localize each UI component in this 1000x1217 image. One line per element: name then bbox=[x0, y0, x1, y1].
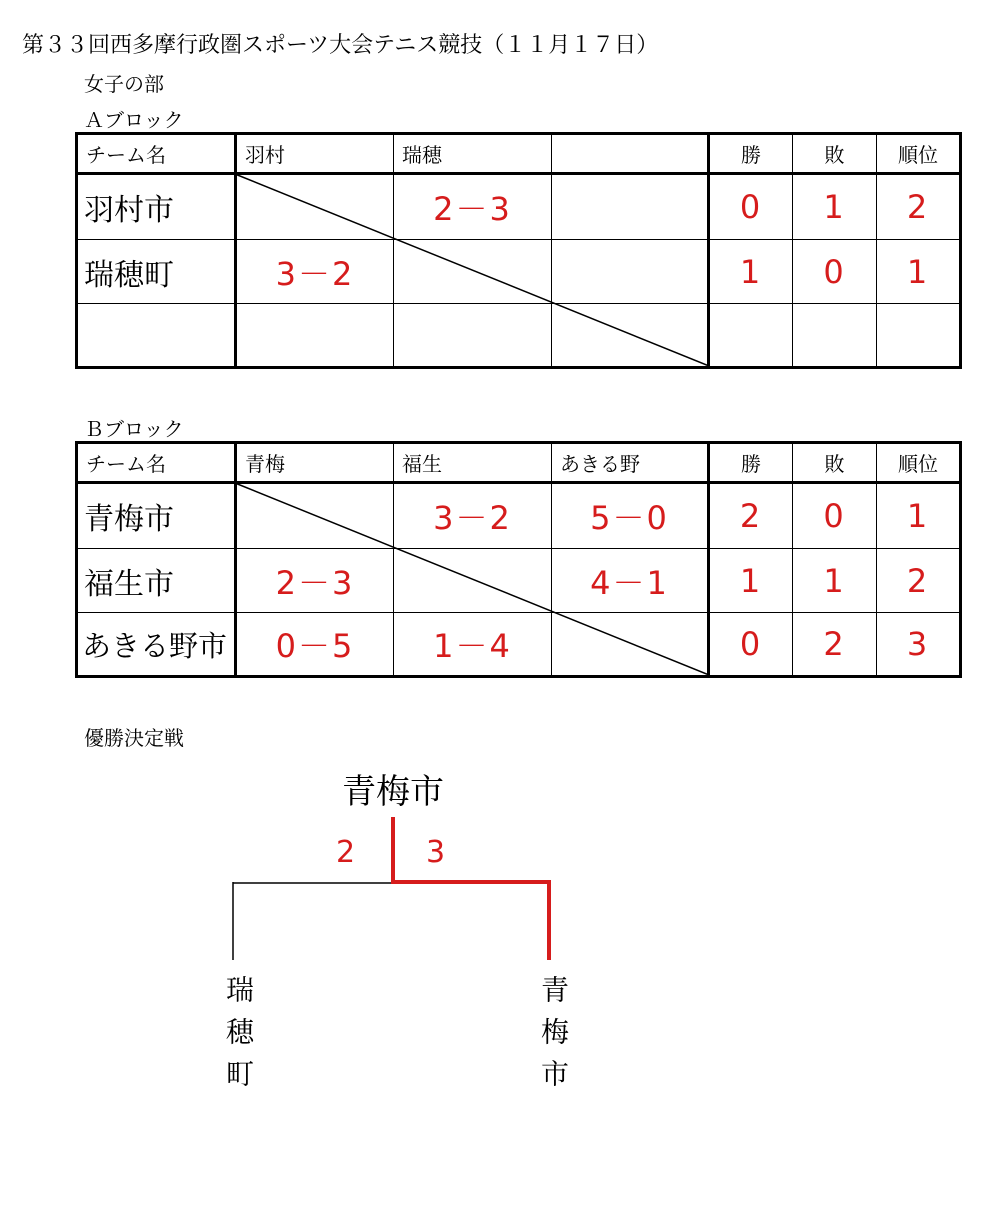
block-b-header-opponent-3: あきる野 bbox=[560, 452, 640, 476]
block-a-team-2: 瑞穂町 bbox=[84, 257, 174, 293]
block-b-score-3-2: 1－4 bbox=[433, 627, 512, 665]
block-b-loss-3: 2 bbox=[823, 625, 846, 663]
block-b-win-1: 2 bbox=[739, 497, 763, 535]
block-b-rank-2: 2 bbox=[906, 561, 930, 600]
division-label: 女子の部 bbox=[84, 72, 164, 96]
block-b-score-3-1: 0－5 bbox=[275, 627, 355, 665]
block-a-header-loss: 敗 bbox=[824, 143, 845, 167]
block-b-team-2: 福生市 bbox=[84, 566, 174, 602]
final-label: 優勝決定戦 bbox=[84, 726, 184, 750]
block-b-score-2-3: 4－1 bbox=[590, 563, 669, 602]
final-left-team: 瑞穂町 bbox=[222, 975, 255, 1101]
block-a-score-2-1: 3－2 bbox=[275, 254, 355, 293]
block-a-loss-1: 1 bbox=[823, 188, 846, 226]
page-title: 第３３回西多摩行政圏スポーツ大会テニス競技（１１月１７日） bbox=[22, 33, 659, 58]
block-b-header-loss: 敗 bbox=[824, 452, 845, 476]
block-a-rank-2: 1 bbox=[906, 252, 930, 291]
block-b-score-1-3: 5－0 bbox=[590, 499, 669, 537]
block-b-win-3: 0 bbox=[739, 625, 763, 663]
block-b-team-1: 青梅市 bbox=[84, 502, 174, 537]
block-a-header-rank: 順位 bbox=[898, 143, 938, 167]
block-a-win-1: 0 bbox=[739, 188, 763, 226]
block-a-header-win: 勝 bbox=[741, 143, 761, 167]
block-a-label: Ａブロック bbox=[84, 108, 184, 132]
block-b-loss-2: 1 bbox=[823, 561, 846, 600]
block-a-team-1: 羽村市 bbox=[84, 193, 174, 228]
final-right-team: 青梅市 bbox=[537, 975, 570, 1101]
block-a-rank-1: 2 bbox=[906, 188, 930, 226]
block-b-rank-3: 3 bbox=[906, 625, 930, 663]
block-b-header-opponent-2: 福生 bbox=[402, 452, 442, 476]
block-b-team-3: あきる野市 bbox=[82, 628, 228, 663]
block-a-header-team: チーム名 bbox=[86, 143, 166, 167]
final-winner: 青梅市 bbox=[342, 772, 444, 812]
block-a-header-opponent-1: 羽村 bbox=[245, 143, 285, 167]
block-b-loss-1: 0 bbox=[823, 497, 846, 535]
block-b-score-2-1: 2－3 bbox=[275, 563, 355, 602]
block-b-rank-1: 1 bbox=[906, 497, 930, 535]
block-b-label: Ｂブロック bbox=[84, 417, 184, 441]
block-a-loss-2: 0 bbox=[823, 252, 846, 291]
block-b-header-win: 勝 bbox=[741, 452, 761, 476]
block-a-win-2: 1 bbox=[739, 252, 763, 291]
block-b-header-rank: 順位 bbox=[898, 452, 938, 476]
final-left-score: 2 bbox=[336, 835, 356, 870]
block-b-win-2: 1 bbox=[739, 561, 763, 600]
block-a-header-opponent-2: 瑞穂 bbox=[402, 143, 442, 167]
block-b-header-opponent-1: 青梅 bbox=[245, 452, 285, 476]
block-b-score-1-2: 3－2 bbox=[433, 499, 512, 537]
block-a-score-1-2: 2－3 bbox=[433, 190, 512, 228]
block-b-header-team: チーム名 bbox=[86, 452, 166, 476]
final-right-score: 3 bbox=[426, 835, 446, 870]
